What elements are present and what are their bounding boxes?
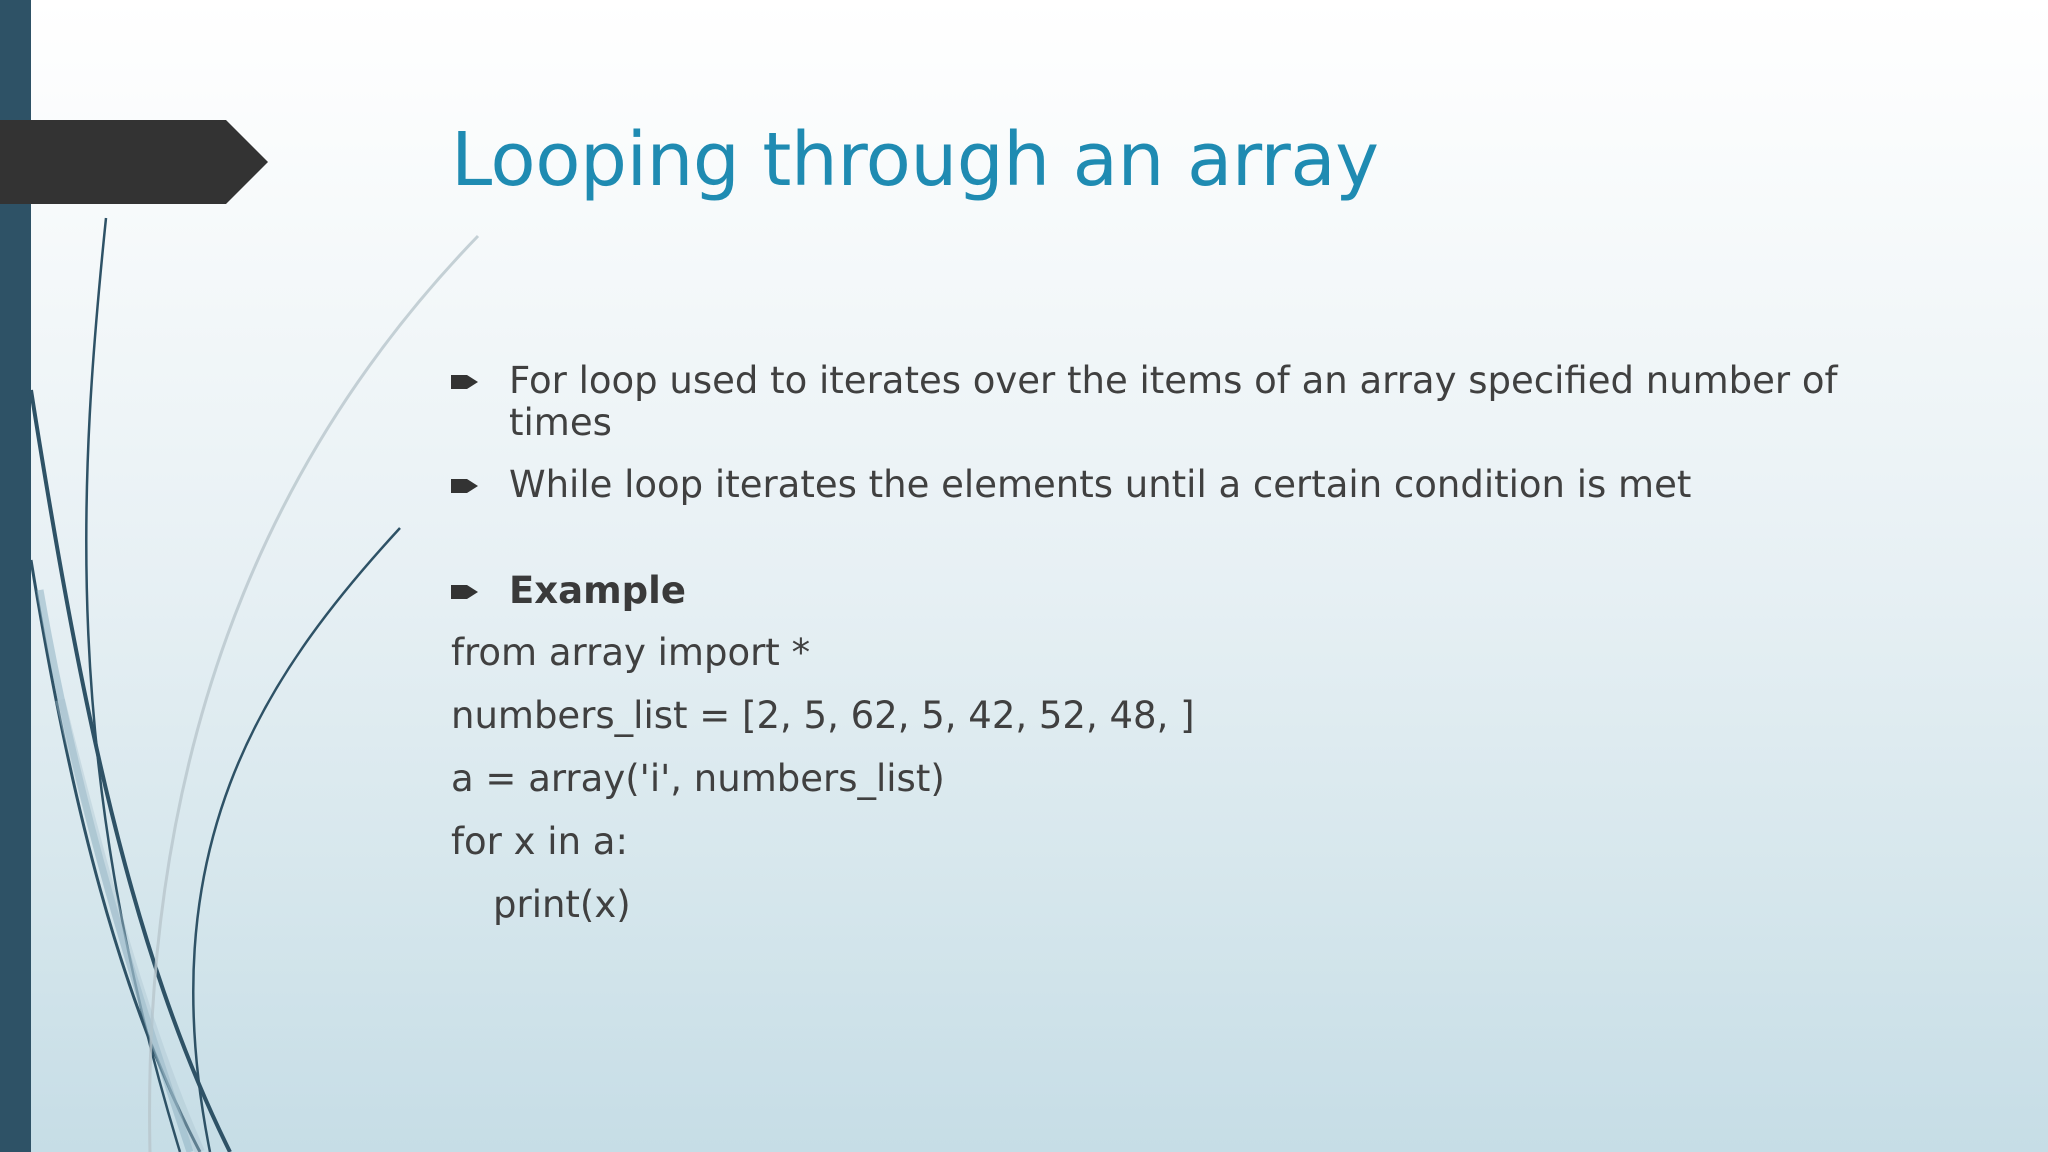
arrow-bullet-icon	[451, 373, 479, 391]
code-line: a = array('i', numbers_list)	[451, 757, 945, 800]
example-label: Example	[509, 569, 686, 612]
slide-title: Looping through an array	[451, 117, 1379, 203]
arrow-bullet-icon	[451, 583, 479, 601]
arrow-bullet-icon	[451, 477, 479, 495]
bullet-text: While loop iterates the elements until a certain condition is met	[509, 463, 1692, 506]
bullet-item	[451, 360, 1891, 444]
code-line: print(x)	[493, 883, 631, 926]
bullet-item	[451, 464, 1891, 506]
bullet-text: For loop used to iterates over the items of an array specified number of times	[509, 359, 1838, 444]
slide-body	[451, 360, 1891, 947]
code-line: from array import *	[451, 631, 811, 674]
code-line: numbers_list = [2, 5, 62, 5, 42, 52, 48, ]	[451, 694, 1195, 737]
code-line: for x in a:	[451, 820, 628, 863]
example-heading	[451, 570, 1891, 612]
title-tab-shape	[0, 0, 290, 240]
